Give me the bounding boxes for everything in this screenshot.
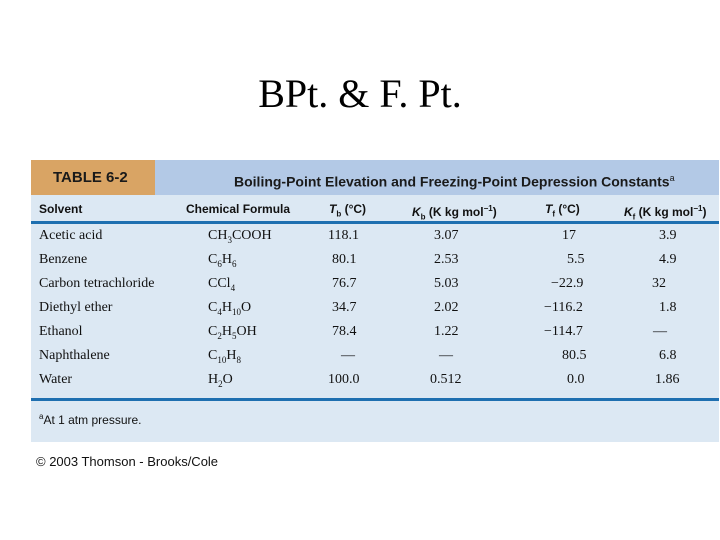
column-header-row — [31, 195, 719, 224]
kb-close: ) — [492, 205, 497, 219]
cell-tb: 34.7 — [332, 300, 357, 315]
cell-formula: $C_6H_6$ — [208, 252, 237, 269]
table-row — [31, 368, 719, 392]
table-caption-text: Boiling-Point Elevation and Freezing-Point Depression Constants — [234, 173, 670, 190]
slide-title: BPt. & F. Pt. — [258, 71, 462, 116]
cell-tb: 118.1 — [328, 228, 359, 243]
cell-tf: −22.9 — [551, 276, 584, 291]
cell-tf: 80.5 — [562, 348, 587, 363]
cell-tb: 100.0 — [328, 372, 360, 387]
cell-formula: $C_2H_5OH$ — [208, 324, 257, 341]
col-header-tb — [329, 195, 366, 221]
table-caption — [234, 160, 675, 195]
cell-solvent: Naphthalene — [39, 348, 110, 363]
cell-solvent: Water — [39, 372, 73, 387]
tf-subscript: f — [552, 209, 556, 219]
caption-footnote-mark: a — [669, 173, 675, 183]
kf-subscript: f — [632, 212, 636, 222]
col-header-kb — [412, 195, 497, 221]
cell-solvent: Carbon tetrachloride — [39, 276, 155, 291]
cell-kf: 4.9 — [659, 252, 677, 267]
cell-formula: $H_2O$ — [208, 372, 233, 389]
kb-subscript: b — [420, 212, 426, 222]
cell-kb: 1.22 — [434, 324, 459, 339]
table-row — [31, 272, 719, 296]
constants-table — [31, 160, 719, 442]
footnote-text: At 1 atm pressure. — [43, 413, 142, 427]
cell-tb: 80.1 — [332, 252, 357, 267]
kb-exponent: −1 — [483, 204, 493, 213]
copyright-notice: © 2003 Thomson - Brooks/Cole — [36, 454, 219, 469]
col-header-kf — [624, 195, 706, 221]
tb-subscript: b — [336, 209, 342, 219]
cell-kb: 3.07 — [434, 228, 459, 243]
cell-tf: 17 — [562, 228, 576, 243]
table-row — [31, 224, 719, 248]
table-footnote — [39, 412, 142, 427]
kf-unit: (K kg mol — [635, 205, 694, 219]
cell-tf: 0.0 — [567, 372, 585, 387]
cell-tf: −116.2 — [544, 300, 583, 315]
cell-kf: 1.8 — [659, 300, 677, 315]
footnote-mark: a — [39, 412, 44, 421]
table-row — [31, 320, 719, 344]
cell-formula: $C_4H_{10}O$ — [208, 300, 252, 317]
tf-unit: (°C) — [555, 202, 580, 216]
cell-kb: — — [439, 348, 453, 363]
cell-kb: 0.512 — [430, 372, 462, 387]
cell-tb: 76.7 — [332, 276, 357, 291]
table-row — [31, 296, 719, 320]
tb-symbol: T — [329, 202, 337, 216]
cell-tf: 5.5 — [567, 252, 585, 267]
table-body — [31, 224, 719, 392]
col-header-tf — [545, 195, 580, 221]
tf-symbol: T — [545, 202, 553, 216]
cell-kf: 3.9 — [659, 228, 677, 243]
table-row — [31, 248, 719, 272]
cell-kf: 1.86 — [655, 372, 680, 387]
cell-solvent: Acetic acid — [39, 228, 103, 243]
cell-kf: 6.8 — [659, 348, 677, 363]
kf-close: ) — [702, 205, 707, 219]
cell-solvent: Benzene — [39, 252, 88, 267]
cell-formula: $CH_3COOH$ — [208, 228, 272, 245]
col-header-formula: Chemical Formula — [186, 202, 291, 216]
kf-symbol: K — [624, 205, 633, 219]
tb-unit: (°C) — [341, 202, 367, 216]
cell-formula: $C_{10}H_8$ — [208, 348, 241, 365]
col-header-solvent: Solvent — [39, 202, 83, 216]
table-row — [31, 344, 719, 368]
cell-tf: −114.7 — [544, 324, 583, 339]
cell-kf: — — [653, 324, 667, 339]
cell-kb: 5.03 — [434, 276, 459, 291]
kb-symbol: K — [412, 205, 421, 219]
cell-tb: 78.4 — [332, 324, 357, 339]
cell-kb: 2.53 — [434, 252, 459, 267]
table-bottom-rule — [31, 398, 719, 401]
table-header-bar — [31, 160, 719, 195]
cell-kb: 2.02 — [434, 300, 459, 315]
cell-solvent: Diethyl ether — [39, 300, 113, 315]
kb-unit: (K kg mol — [425, 205, 484, 219]
cell-kf: 32 — [652, 276, 666, 291]
cell-solvent: Ethanol — [39, 324, 83, 339]
cell-formula: CCl$_4$ — [208, 276, 236, 293]
cell-tb: — — [341, 348, 355, 363]
kf-exponent: −1 — [693, 204, 703, 213]
table-tag: TABLE 6-2 — [31, 160, 155, 195]
